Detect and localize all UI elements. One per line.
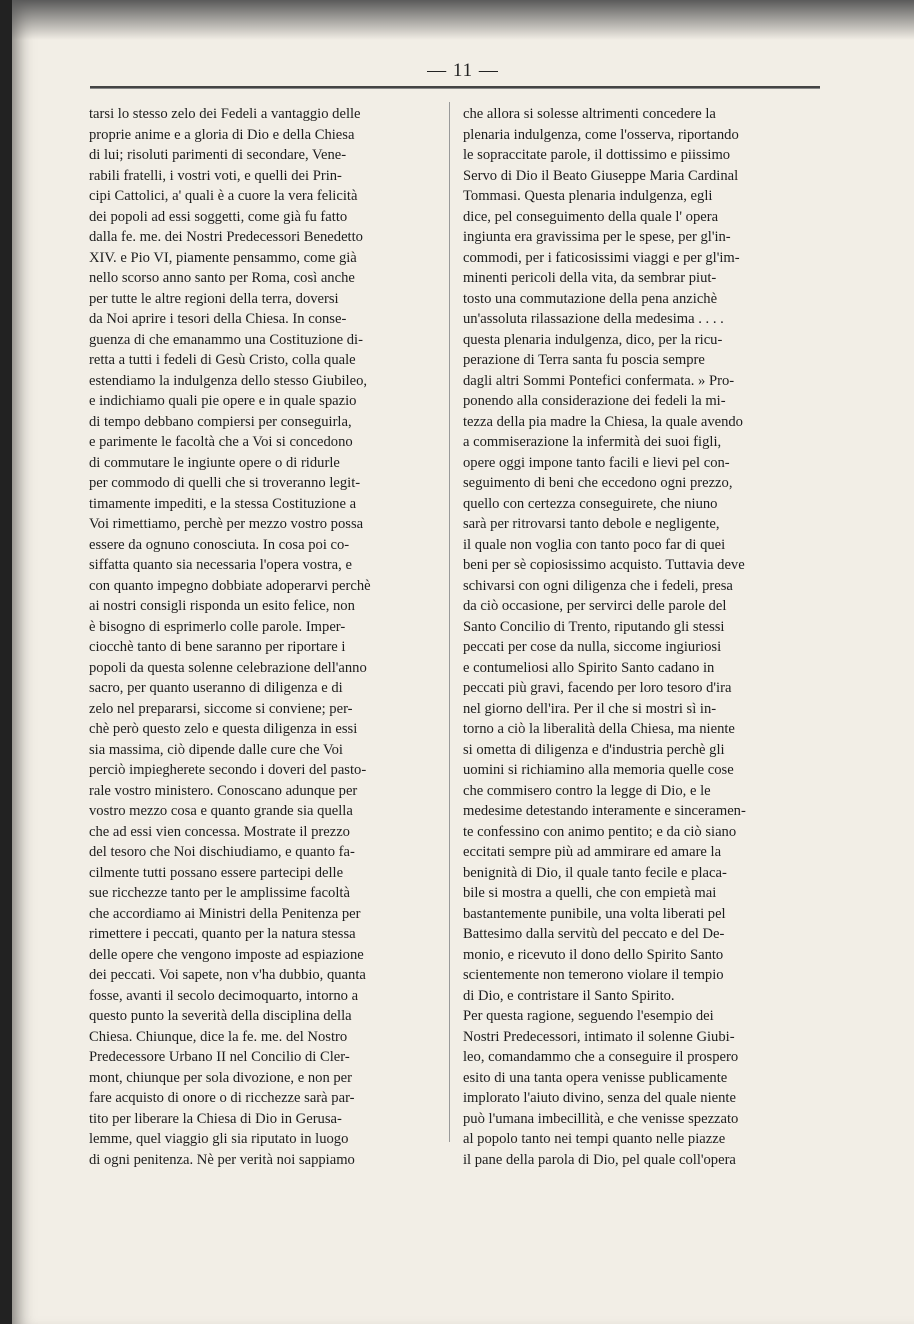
text-line: e parimente le facoltà che a Voi si concedono	[89, 434, 353, 450]
text-line: dei peccati. Voi sapete, non v'ha dubbio, quanta	[89, 967, 366, 983]
text-line: schivarsi con ogni diligenza che i fedeli, presa	[463, 577, 733, 594]
text-line: seguimento di beni che eccedono ogni prezzo,	[463, 475, 733, 491]
text-line: e indichiamo quali pie opere e in quale spazio	[89, 393, 357, 409]
text-line: te confessino con animo pentito; e da ciò siano	[463, 823, 737, 840]
text-line: un'assoluta rilassazione della medesima . . . .	[463, 311, 724, 327]
text-line: essere da ognuno conosciuta. In cosa poi co-	[89, 536, 350, 553]
text-line: timamente impediti, e la stessa Costituzione a	[89, 495, 357, 512]
text-line: che ad essi vien concessa. Mostrate il prezzo	[89, 823, 350, 840]
text-line: vostro mezzo cosa e quanto grande sia quella	[89, 803, 353, 819]
text-line: di ogni penitenza. Nè per verità noi sappiamo	[89, 1151, 355, 1168]
text-line: può l'umana imbecillità, e che venisse spezzato	[463, 1110, 739, 1127]
text-line: si ometta di diligenza e d'industria perchè gli	[463, 741, 725, 758]
text-line: commodi, per i faticosissimi viaggi e per gl'im-	[463, 249, 740, 266]
text-line: il pane della parola di Dio, pel quale coll'opera	[463, 1151, 736, 1168]
page-number: — 11 —	[427, 60, 499, 81]
text-line: perazione di Terra santa fu poscia sempre	[463, 352, 705, 368]
text-line: lemme, quel viaggio gli sia riputato in luogo	[89, 1131, 349, 1147]
text-line: torno a ciò la liberalità della Chiesa, ma niente	[463, 721, 735, 737]
text-line: Nostri Predecessori, intimato il solenne Giubi-	[463, 1028, 735, 1045]
text-line: questa plenaria indulgenza, dico, per la ricu-	[463, 331, 723, 348]
text-line: Tommasi. Questa plenaria indulgenza, egli	[463, 188, 713, 204]
text-line: di lui; risoluti parimenti di secondare, Vene-	[89, 147, 347, 163]
right-column	[463, 104, 819, 1170]
text-line: ponendo alla considerazione dei fedeli la mi-	[463, 393, 726, 409]
text-line: rabili fratelli, i vostri voti, e quelli dei Prin-	[89, 167, 342, 184]
text-line: bastantemente punibile, una volta liberati pel	[463, 905, 726, 922]
text-line: nello scorso anno santo per Roma, così anche	[89, 270, 355, 286]
text-line: tito per liberare la Chiesa di Dio in Gerusa-	[89, 1110, 342, 1127]
text-line: XIV. e Pio VI, piamente pensammo, come già	[89, 249, 357, 266]
text-line: monio, e ricevuto il dono dello Spirito Santo	[463, 946, 724, 963]
text-line: da ciò occasione, per servirci delle parole del	[463, 598, 727, 614]
text-line: ai nostri consigli risponda un esito felice, non	[89, 598, 355, 614]
text-line: benignità di Dio, il quale tanto fecile e placa-	[463, 864, 727, 881]
text-line: ingiunta era gravissima per le spese, per gl'in-	[463, 229, 731, 245]
text-line: rale vostro ministero. Conoscano adunque per	[89, 782, 358, 799]
text-line: per tutte le altre regioni della terra, doversi	[89, 290, 339, 307]
text-line: cilmente tutti possano essere partecipi delle	[89, 864, 344, 881]
text-line: cipi Cattolici, a' quali è a cuore la vera felicità	[89, 188, 358, 204]
text-line: Chiesa. Chiunque, dice la fe. me. del Nostro	[89, 1028, 348, 1045]
text-line: peccati più gravi, facendo per loro tesoro d'ira	[463, 680, 732, 696]
text-line: che allora si solesse altrimenti concedere la	[463, 106, 716, 122]
text-line: delle opere che vengono imposte ad espiazione	[89, 946, 364, 963]
text-line: beni per sè copiosissimo acquisto. Tuttavia deve	[463, 557, 745, 573]
text-line: perciò impiegherete secondo i doveri del pasto-	[89, 762, 367, 778]
text-line: estendiamo la indulgenza dello stesso Giubileo,	[89, 372, 368, 389]
scan-edge-shadow	[12, 0, 914, 40]
text-line: siffatta quanto sia necessaria l'opera vostra, e	[89, 557, 352, 573]
header-rule	[90, 86, 820, 89]
text-line: il quale non voglia con tanto poco far di quei	[463, 536, 726, 553]
text-line: plenaria indulgenza, come l'osserva, riportando	[463, 126, 739, 143]
text-line: chè però questo zelo e questa diligenza in essi	[89, 721, 358, 737]
text-line: sacro, per quanto useranno di diligenza e di	[89, 680, 343, 696]
text-line: sue ricchezze tanto per le amplissime facoltà	[89, 885, 350, 901]
text-line: a commiserazione la infermità dei suoi figli,	[463, 434, 722, 450]
text-line: sia massima, ciò dipende dalle cure che Voi	[89, 741, 343, 758]
text-line: mont, chiunque per sola divozione, e non per	[89, 1069, 353, 1086]
text-line: retta a tutti i fedeli di Gesù Cristo, colla quale	[89, 352, 356, 368]
text-line: questo punto la severità della disciplina della	[89, 1008, 352, 1024]
text-line: di tempo debbano compiersi per conseguirla,	[89, 413, 352, 430]
text-line: tezza della pia madre la Chiesa, la quale avendo	[463, 413, 743, 430]
text-line: Servo di Dio il Beato Giuseppe Maria Cardinal	[463, 167, 739, 184]
text-line: quello con certezza conseguirete, che niuno	[463, 495, 718, 512]
text-line: del tesoro che Noi dischiudiamo, e quanto fa-	[89, 844, 355, 860]
text-line: fosse, avanti il secolo decimoquarto, intorno a	[89, 987, 359, 1004]
text-line: minenti pericoli della vita, da sembrar piut-	[463, 270, 717, 286]
text-line: fare acquisto di onore o di ricchezze sarà par-	[89, 1090, 355, 1106]
text-line: di Dio, e contristare il Santo Spirito.	[463, 987, 675, 1004]
text-line: zelo nel prepararsi, siccome si conviene; per-	[89, 700, 353, 717]
text-line: le sopraccitate parole, il dottissimo e piissimo	[463, 147, 731, 163]
text-line: Per questa ragione, seguendo l'esempio dei	[463, 1008, 714, 1024]
text-line: nel giorno dell'ira. Per il che si mostri sì in-	[463, 700, 717, 717]
text-line: leo, comandammo che a conseguire il prospero	[463, 1049, 739, 1065]
text-line: che commisero contro la legge di Dio, e le	[463, 782, 711, 799]
text-line: guenza di che emanammo una Costituzione di-	[89, 331, 363, 348]
text-line: da Noi aprire i tesori della Chiesa. In conse-	[89, 311, 347, 327]
text-line: proprie anime e a gloria di Dio e della Chiesa	[89, 126, 355, 143]
text-line: opere oggi impone tanto facili e lievi pel con-	[463, 454, 730, 471]
text-line: Predecessore Urbano II nel Concilio di Cler-	[89, 1049, 350, 1065]
text-line: dice, pel conseguimento della quale l' opera	[463, 208, 719, 225]
text-line: ciocchè tanto di bene saranno per riportare i	[89, 639, 346, 655]
text-line: sarà per ritrovarsi tanto debole e negligente,	[463, 516, 720, 532]
text-line: rimettere i peccati, quanto per la natura stessa	[89, 926, 356, 942]
left-column	[89, 104, 437, 1170]
text-line: per commodo di quelli che si troveranno legit-	[89, 475, 361, 491]
text-line: che accordiamo ai Ministri della Penitenza per	[89, 905, 361, 922]
scanned-page	[12, 0, 914, 1324]
text-line: popoli da questa solenne celebrazione dell'anno	[89, 659, 367, 676]
text-line: tarsi lo stesso zelo dei Fedeli a vantaggio delle	[89, 106, 361, 122]
column-divider	[449, 102, 450, 1142]
text-line: bile si mostra a quelli, che con empietà mai	[463, 885, 717, 901]
text-line: implorato l'aiuto divino, senza del quale niente	[463, 1090, 736, 1106]
text-line: Battesimo dalla servitù del peccato e del De-	[463, 926, 725, 942]
text-line: scientemente non temerono violare il tempio	[463, 967, 724, 983]
text-line: e contumeliosi allo Spirito Santo cadano in	[463, 659, 715, 676]
text-line: tosto una commutazione della pena anzichè	[463, 290, 718, 307]
text-line: dei popoli ad essi soggetti, come già fu fatto	[89, 208, 348, 225]
text-line: Voi rimettiamo, perchè per mezzo vostro possa	[89, 516, 364, 532]
text-line: uomini si richiamino alla memoria quelle cose	[463, 762, 734, 778]
text-line: eccitati sempre più ad ammirare ed amare la	[463, 844, 722, 860]
text-line: peccati per cose da nulla, siccome ingiuriosi	[463, 639, 722, 655]
text-line: dagli altri Sommi Pontefici confermata. » Pro-	[463, 372, 735, 389]
text-line: è bisogno di esprimerlo colle parole. Imper-	[89, 618, 346, 635]
text-line: con quanto impegno dobbiate adoperarvi perchè	[89, 577, 371, 594]
text-line: esito di una tanta opera venisse publicamente	[463, 1069, 728, 1086]
text-line: medesime detestando interamente e sinceramen-	[463, 803, 746, 819]
text-line: Santo Concilio di Trento, riputando gli stessi	[463, 618, 725, 635]
text-line: al popolo tanto nei tempi quanto nelle piazze	[463, 1131, 726, 1147]
text-line: di commutare le ingiunte opere o di ridurle	[89, 454, 340, 471]
text-line: dalla fe. me. dei Nostri Predecessori Benedetto	[89, 229, 363, 245]
